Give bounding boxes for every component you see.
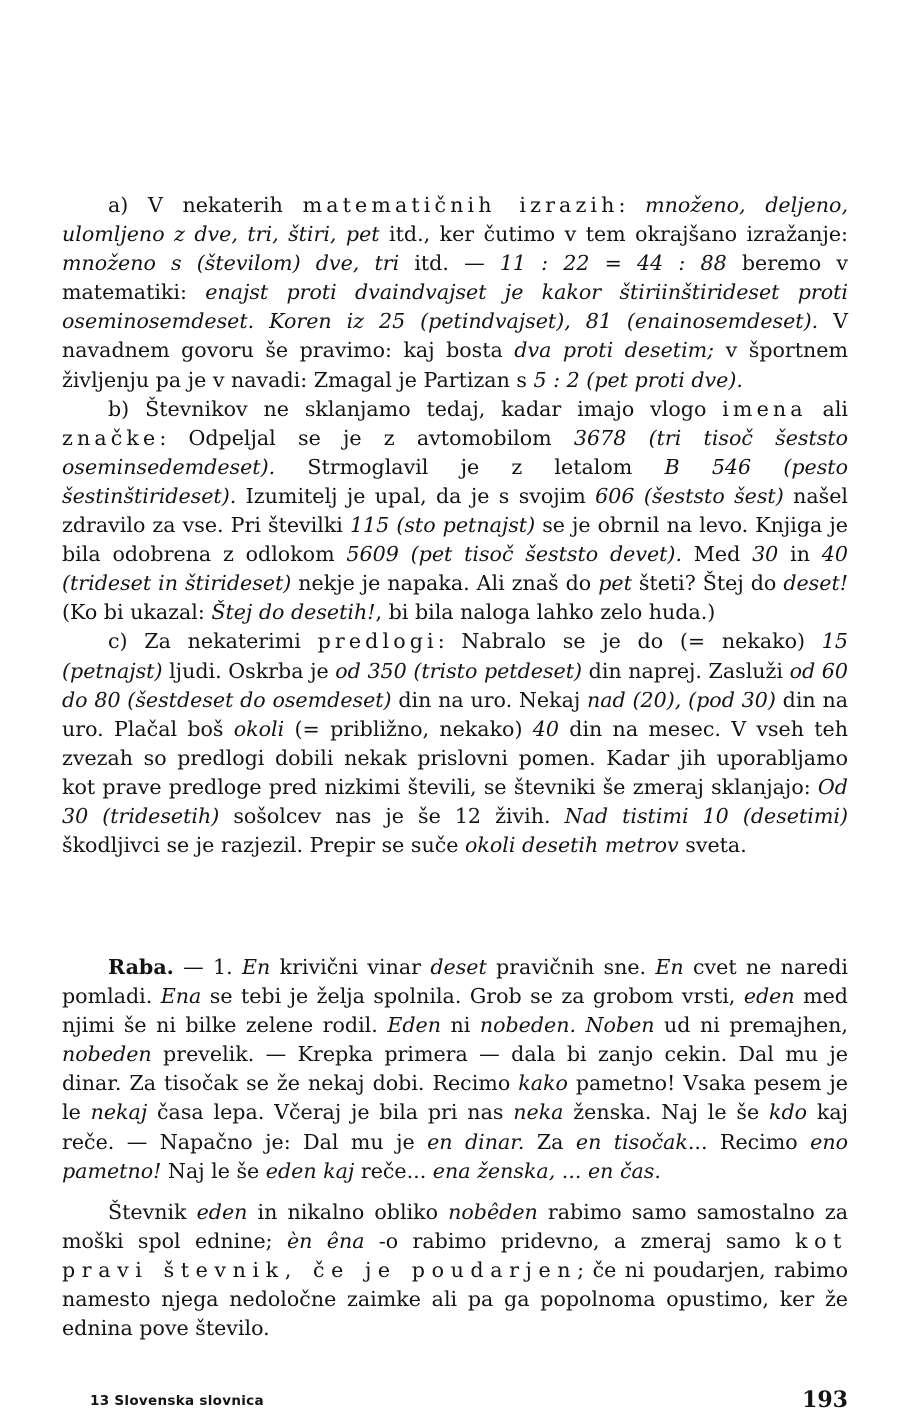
raba-run: eno pametno! <box>62 1129 848 1183</box>
stevnik-run: eden <box>196 1199 248 1224</box>
section_a-run: 44 : 88 <box>637 251 727 276</box>
raba-run: pametno! Vsaka pesem je le <box>62 1071 848 1125</box>
section_c-run: Nad tistimi 10 (desetimi) <box>564 803 848 828</box>
section_a-run: = <box>589 251 638 276</box>
raba-section <box>62 953 848 1343</box>
section_b-run: in <box>778 542 822 567</box>
section_a-run: itd., ker čutimo v tem okrajšano izražanje: <box>379 222 848 247</box>
page-number: 193 <box>802 1387 848 1413</box>
raba-run: nekaj <box>90 1100 148 1125</box>
section_b-run: 3678 (tri tisoč šeststo oseminsedemdeset). <box>62 425 848 479</box>
stevnik-run: èn êna <box>286 1228 365 1253</box>
raba-run: reče... <box>354 1158 433 1183</box>
raba-run: deset <box>430 955 487 979</box>
stevnik-run: kot pravi števnik, če je poudarjen <box>62 1228 848 1282</box>
raba-run: En <box>655 955 684 979</box>
stevnik-run: rabimo samo samostalno za moški spol ednine; <box>62 1199 848 1253</box>
section_c-run: predlogi <box>317 629 438 654</box>
raba-run: ni <box>440 1013 480 1038</box>
section_c-run: 15 (petnajst) <box>62 629 848 683</box>
raba-run: prevelik. — Krepka primera — dala bi zanjo cekin. Dal mu je dinar. Za tisočak se že nekaj dobi. Recimo <box>62 1042 848 1096</box>
numerals-usage-section <box>62 191 848 860</box>
section_a-run: matematičnih izrazih <box>302 193 619 217</box>
raba-run: Eden <box>387 1013 441 1038</box>
raba-run: ženska. Naj le še <box>563 1100 769 1125</box>
raba-run: kdo <box>768 1100 808 1125</box>
stevnik-run: in nikalno obliko <box>247 1199 449 1224</box>
raba-run: ... Recimo <box>687 1129 811 1154</box>
raba-run: Naj le še <box>161 1158 266 1183</box>
raba-run: Ena <box>160 984 202 1009</box>
section_c-run: od 350 (tristo petdeset) <box>335 658 583 683</box>
section_c-run: Od 30 (tridesetih) <box>62 774 848 828</box>
paragraph-c <box>62 627 848 860</box>
raba-run: ena ženska, ... en čas. <box>432 1158 661 1183</box>
section_b-run: Izumitelj je upal, da je s svojim <box>236 483 596 508</box>
section_b-run: Strmoglavil je z letalom <box>275 454 665 479</box>
raba-run: se tebi je želja spolnila. Grob se za grobom vrsti, <box>201 984 744 1009</box>
raba-run: eden <box>743 984 795 1009</box>
paragraph-b <box>62 395 848 628</box>
raba-run: En <box>242 955 271 979</box>
section_b-run: pet <box>598 571 632 596</box>
section_b-run: 606 (šeststo šest) <box>595 483 784 508</box>
section_b-run: našel zdravilo za vse. Pri številki <box>62 483 848 538</box>
section_c-run: din na uro. Plačal boš <box>62 687 848 741</box>
section_c-run: okoli <box>233 716 285 741</box>
raba-run: kaj reče. — Napačno je: Dal mu je <box>62 1100 848 1154</box>
section_b-run: Med <box>682 542 753 567</box>
section_c-run: 40 <box>532 716 559 741</box>
section_a-run: itd. — <box>399 251 500 276</box>
section_b-run: : Odpeljal se je z avtomobilom <box>159 425 574 450</box>
footer-signature: 13 Slovenska slovnica <box>90 1393 264 1409</box>
section_c-run: din na uro. Nekaj <box>391 687 588 712</box>
paragraph-a <box>62 191 848 395</box>
section_a-run: množeno s (številom) dve, tri <box>62 251 400 276</box>
paragraph-stevnik <box>62 1198 848 1343</box>
raba-run: pravičnih sne. <box>486 955 656 979</box>
section_c-run: sošolcev nas je še 12 živih. <box>219 803 565 828</box>
raba-run: časa lepa. Včeraj je bila pri nas <box>147 1100 514 1125</box>
stevnik-run: nobêden <box>448 1199 538 1224</box>
section_b-run: se je obrnil na levo. Knjiga je bila odobrena z odlokom <box>62 513 848 567</box>
raba-run: med njimi še ni bilke zelene rodil. <box>62 984 848 1038</box>
section_c-run: sveta. <box>678 833 747 858</box>
section_c-run: škodljivci se je razjezil. Prepir se suče <box>62 833 466 858</box>
section_b-run: šteti? Štej do <box>631 571 784 596</box>
section_b-run: b) Števnikov ne sklanjamo tedaj, kadar imajo vlogo <box>108 396 723 421</box>
section_b-run: , bi bila naloga lahko zelo huda.) <box>375 600 716 625</box>
raba-run: en dinar. <box>427 1129 525 1154</box>
section_b-run: imena <box>722 396 807 421</box>
section_a-run: beremo v matematiki: <box>62 251 848 305</box>
section_b-run: 115 (sto petnajst) <box>349 513 536 538</box>
stevnik-run: Števnik <box>108 1199 197 1224</box>
raba-run: nobeden <box>62 1042 152 1067</box>
stevnik-run: ; če ni poudarjen, rabimo namesto njega nedoločne zaimke ali pa ga popolnoma opustimo, ker že ednina pove število. <box>62 1257 848 1341</box>
section_a-run: V navadnem govoru še pravimo: kaj bosta <box>62 309 848 363</box>
section_c-run: : Nabralo se je do (= nekako) <box>437 629 822 654</box>
section_b-run: deset! <box>783 571 848 596</box>
raba-run: ud ni premajhen, <box>654 1013 848 1038</box>
section_b-run: (Ko bi ukazal: <box>62 600 212 625</box>
section_c-run: od 60 do 80 (šestdeset do osemdeset) <box>62 658 848 712</box>
page-footer <box>62 1385 848 1415</box>
raba-run: neka <box>513 1100 564 1125</box>
section_a-run: v športnem življenju pa je v navadi: Zmagal je Partizan s <box>62 338 848 392</box>
section_b-run: 5609 (pet tisoč šeststo devet). <box>346 542 682 567</box>
section_a-run: 5 : 2 (pet proti dve). <box>533 367 743 392</box>
section_a-run: : <box>618 193 646 217</box>
raba-run: nobeden. Noben <box>479 1013 655 1038</box>
section_a-run: dva proti desetim; <box>514 338 715 363</box>
section_b-run: ali <box>806 396 848 421</box>
section_c-run: nad (20), (pod 30) <box>587 687 776 712</box>
raba-run: cvet ne naredi pomladi. <box>62 955 848 1009</box>
raba-run: kako <box>518 1071 568 1096</box>
section_c-run: din naprej. Zasluži <box>582 658 790 683</box>
section_b-run: 40 (trideset in štirideset) <box>62 542 848 596</box>
raba-run: en tisočak <box>575 1129 688 1154</box>
section_c-run: c) Za nekaterimi <box>108 629 318 654</box>
section_b-run: B 546 (pesto šestinštirideset). <box>62 454 848 508</box>
stevnik-run: -o rabimo pridevno, a zmeraj samo <box>364 1228 796 1253</box>
raba-run: — 1. <box>173 955 242 979</box>
section_a-run: 11 : 22 <box>499 251 590 276</box>
raba-run: Za <box>524 1129 576 1154</box>
raba-run: krivični vinar <box>270 955 431 979</box>
section_a-run: a) V nekaterih <box>108 193 303 217</box>
section_b-run: 30 <box>752 542 779 567</box>
raba-run: Raba. <box>108 955 174 979</box>
section_a-run: enajst proti dvaindvajset je kakor štiriinštirideset proti oseminosemdeset. Koren iz 25 (petindvajset), 81 (enainosemdeset). <box>62 280 848 334</box>
section_b-run: Štej do desetih! <box>211 600 376 625</box>
section_b-run: nekje je napaka. Ali znaš do <box>291 571 599 596</box>
paragraph-raba <box>62 953 848 1186</box>
section_a-run: množeno, deljeno, ulomljeno z dve, tri, štiri, pet <box>62 193 848 247</box>
section_c-run: okoli desetih metrov <box>465 833 679 858</box>
raba-run: eden kaj <box>265 1158 355 1183</box>
section_c-run: (= približno, nekako) <box>284 716 533 741</box>
section_c-run: ljudi. Oskrba je <box>162 658 336 683</box>
section_c-run: din na mesec. V vseh teh zvezah so predlogi dobili nekak prislovni pomen. Kadar jih uporabljamo kot prave predloge pred nizkimi števili, se števniki še zmeraj sklanjajo: <box>62 716 848 799</box>
section_b-run: značke <box>62 425 160 450</box>
